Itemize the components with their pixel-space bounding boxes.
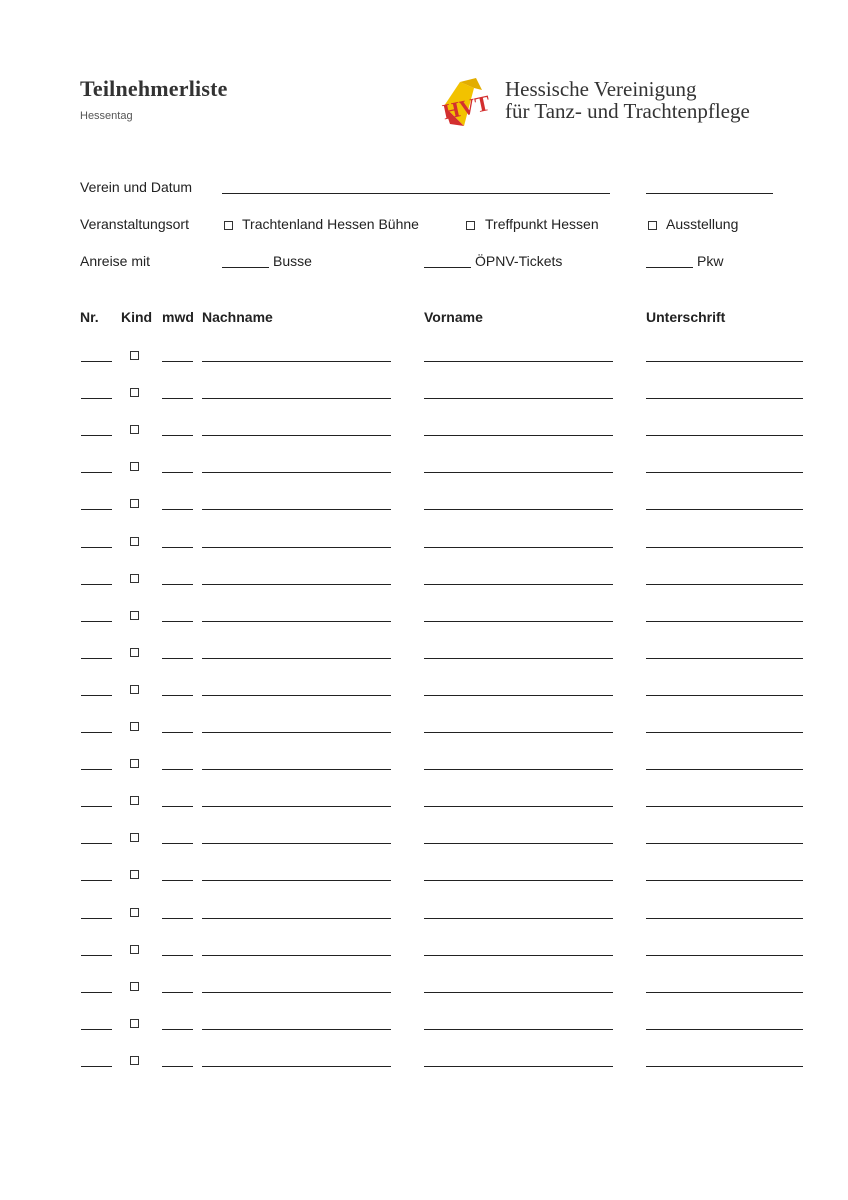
ort-option-ausstellung: Ausstellung — [666, 216, 739, 232]
unterschrift-field[interactable] — [646, 1066, 803, 1067]
kind-checkbox[interactable] — [130, 796, 139, 805]
nr-field[interactable] — [81, 955, 112, 956]
nachname-field[interactable] — [202, 658, 391, 659]
kind-checkbox[interactable] — [130, 722, 139, 731]
nr-field[interactable] — [81, 547, 112, 548]
vorname-field[interactable] — [424, 992, 613, 993]
vorname-field[interactable] — [424, 695, 613, 696]
unterschrift-field[interactable] — [646, 435, 803, 436]
mwd-field[interactable] — [162, 547, 193, 548]
ort-checkbox-treffpunkt[interactable] — [466, 221, 475, 230]
vorname-field[interactable] — [424, 398, 613, 399]
kind-checkbox[interactable] — [130, 648, 139, 657]
page-subtitle: Hessentag — [80, 110, 133, 122]
unterschrift-field[interactable] — [646, 1029, 803, 1030]
kind-checkbox[interactable] — [130, 462, 139, 471]
kind-checkbox[interactable] — [130, 833, 139, 842]
unterschrift-field[interactable] — [646, 398, 803, 399]
ort-checkbox-trachtenland[interactable] — [224, 221, 233, 230]
nachname-field[interactable] — [202, 806, 391, 807]
mwd-field[interactable] — [162, 769, 193, 770]
pkw-count-field[interactable] — [646, 267, 693, 268]
anreise-label: Anreise mit — [80, 253, 151, 269]
nr-field[interactable] — [81, 435, 112, 436]
hvt-logo-icon — [440, 76, 496, 130]
page-title: Teilnehmerliste — [80, 76, 228, 101]
ort-option-treffpunkt: Treffpunkt Hessen — [485, 216, 599, 232]
mwd-field[interactable] — [162, 398, 193, 399]
unterschrift-field[interactable] — [646, 658, 803, 659]
unterschrift-field[interactable] — [646, 918, 803, 919]
unterschrift-field[interactable] — [646, 732, 803, 733]
nachname-field[interactable] — [202, 472, 391, 473]
ort-label: Veranstaltungsort — [80, 216, 189, 232]
nachname-field[interactable] — [202, 843, 391, 844]
vorname-field[interactable] — [424, 584, 613, 585]
nr-field[interactable] — [81, 361, 112, 362]
nr-field[interactable] — [81, 584, 112, 585]
kind-checkbox[interactable] — [130, 982, 139, 991]
vorname-field[interactable] — [424, 435, 613, 436]
nr-field[interactable] — [81, 398, 112, 399]
kind-checkbox[interactable] — [130, 908, 139, 917]
col-header-kind: Kind — [121, 309, 153, 325]
nachname-field[interactable] — [202, 1066, 391, 1067]
vorname-field[interactable] — [424, 1029, 613, 1030]
mwd-field[interactable] — [162, 509, 193, 510]
kind-checkbox[interactable] — [130, 499, 139, 508]
kind-checkbox[interactable] — [130, 870, 139, 879]
nr-field[interactable] — [81, 1066, 112, 1067]
vorname-field[interactable] — [424, 509, 613, 510]
vorname-field[interactable] — [424, 843, 613, 844]
kind-checkbox[interactable] — [130, 537, 139, 546]
mwd-field[interactable] — [162, 732, 193, 733]
nachname-field[interactable] — [202, 435, 391, 436]
oepnv-count-field[interactable] — [424, 267, 471, 268]
mwd-field[interactable] — [162, 472, 193, 473]
vorname-field[interactable] — [424, 918, 613, 919]
unterschrift-field[interactable] — [646, 509, 803, 510]
nr-field[interactable] — [81, 992, 112, 993]
nachname-field[interactable] — [202, 992, 391, 993]
kind-checkbox[interactable] — [130, 574, 139, 583]
vorname-field[interactable] — [424, 547, 613, 548]
mwd-field[interactable] — [162, 584, 193, 585]
nr-field[interactable] — [81, 472, 112, 473]
kind-checkbox[interactable] — [130, 1019, 139, 1028]
busse-count-field[interactable] — [222, 267, 269, 268]
col-header-vorname: Vorname — [424, 309, 483, 325]
mwd-field[interactable] — [162, 435, 193, 436]
vorname-field[interactable] — [424, 732, 613, 733]
nr-field[interactable] — [81, 1029, 112, 1030]
unterschrift-field[interactable] — [646, 806, 803, 807]
nr-field[interactable] — [81, 843, 112, 844]
unterschrift-field[interactable] — [646, 472, 803, 473]
kind-checkbox[interactable] — [130, 1056, 139, 1065]
kind-checkbox[interactable] — [130, 611, 139, 620]
kind-checkbox[interactable] — [130, 945, 139, 954]
nachname-field[interactable] — [202, 769, 391, 770]
kind-checkbox[interactable] — [130, 685, 139, 694]
unterschrift-field[interactable] — [646, 955, 803, 956]
nachname-field[interactable] — [202, 880, 391, 881]
ort-option-trachtenland: Trachtenland Hessen Bühne — [242, 216, 419, 232]
unterschrift-field[interactable] — [646, 843, 803, 844]
verein-label: Verein und Datum — [80, 179, 193, 195]
org-name-line1: Hessische Vereinigung — [505, 77, 697, 101]
kind-checkbox[interactable] — [130, 351, 139, 360]
nr-field[interactable] — [81, 509, 112, 510]
verein-field[interactable] — [222, 193, 610, 194]
nr-field[interactable] — [81, 806, 112, 807]
unterschrift-field[interactable] — [646, 695, 803, 696]
nachname-field[interactable] — [202, 509, 391, 510]
kind-checkbox[interactable] — [130, 388, 139, 397]
anreise-pkw: Pkw — [697, 253, 724, 269]
col-header-unterschrift: Unterschrift — [646, 309, 726, 325]
unterschrift-field[interactable] — [646, 584, 803, 585]
vorname-field[interactable] — [424, 806, 613, 807]
nachname-field[interactable] — [202, 732, 391, 733]
org-name-line2: für Tanz- und Trachtenpflege — [505, 99, 750, 123]
mwd-field[interactable] — [162, 918, 193, 919]
organization-name — [505, 78, 750, 122]
mwd-field[interactable] — [162, 1029, 193, 1030]
mwd-field[interactable] — [162, 955, 193, 956]
nachname-field[interactable] — [202, 361, 391, 362]
mwd-field[interactable] — [162, 361, 193, 362]
col-header-nachname: Nachname — [202, 309, 273, 325]
anreise-oepnv: ÖPNV-Tickets — [475, 253, 563, 269]
unterschrift-field[interactable] — [646, 880, 803, 881]
mwd-field[interactable] — [162, 806, 193, 807]
logo-lettering: HVT — [440, 90, 493, 125]
nachname-field[interactable] — [202, 547, 391, 548]
vorname-field[interactable] — [424, 769, 613, 770]
vorname-field[interactable] — [424, 955, 613, 956]
nr-field[interactable] — [81, 880, 112, 881]
nachname-field[interactable] — [202, 695, 391, 696]
nr-field[interactable] — [81, 918, 112, 919]
nr-field[interactable] — [81, 695, 112, 696]
kind-checkbox[interactable] — [130, 759, 139, 768]
mwd-field[interactable] — [162, 695, 193, 696]
col-header-nr: Nr. — [80, 309, 99, 325]
datum-field[interactable] — [646, 193, 773, 194]
nachname-field[interactable] — [202, 1029, 391, 1030]
vorname-field[interactable] — [424, 472, 613, 473]
nr-field[interactable] — [81, 658, 112, 659]
mwd-field[interactable] — [162, 658, 193, 659]
unterschrift-field[interactable] — [646, 992, 803, 993]
nr-field[interactable] — [81, 732, 112, 733]
unterschrift-field[interactable] — [646, 361, 803, 362]
kind-checkbox[interactable] — [130, 425, 139, 434]
vorname-field[interactable] — [424, 361, 613, 362]
nachname-field[interactable] — [202, 621, 391, 622]
nachname-field[interactable] — [202, 584, 391, 585]
unterschrift-field[interactable] — [646, 621, 803, 622]
anreise-busse: Busse — [273, 253, 312, 269]
mwd-field[interactable] — [162, 1066, 193, 1067]
nachname-field[interactable] — [202, 398, 391, 399]
vorname-field[interactable] — [424, 880, 613, 881]
hvt-logo — [440, 76, 496, 130]
nachname-field[interactable] — [202, 918, 391, 919]
ort-checkbox-ausstellung[interactable] — [648, 221, 657, 230]
mwd-field[interactable] — [162, 621, 193, 622]
unterschrift-field[interactable] — [646, 547, 803, 548]
vorname-field[interactable] — [424, 658, 613, 659]
nr-field[interactable] — [81, 621, 112, 622]
nr-field[interactable] — [81, 769, 112, 770]
mwd-field[interactable] — [162, 843, 193, 844]
unterschrift-field[interactable] — [646, 769, 803, 770]
vorname-field[interactable] — [424, 621, 613, 622]
nachname-field[interactable] — [202, 955, 391, 956]
mwd-field[interactable] — [162, 880, 193, 881]
vorname-field[interactable] — [424, 1066, 613, 1067]
mwd-field[interactable] — [162, 992, 193, 993]
col-header-mwd: mwd — [162, 309, 194, 325]
